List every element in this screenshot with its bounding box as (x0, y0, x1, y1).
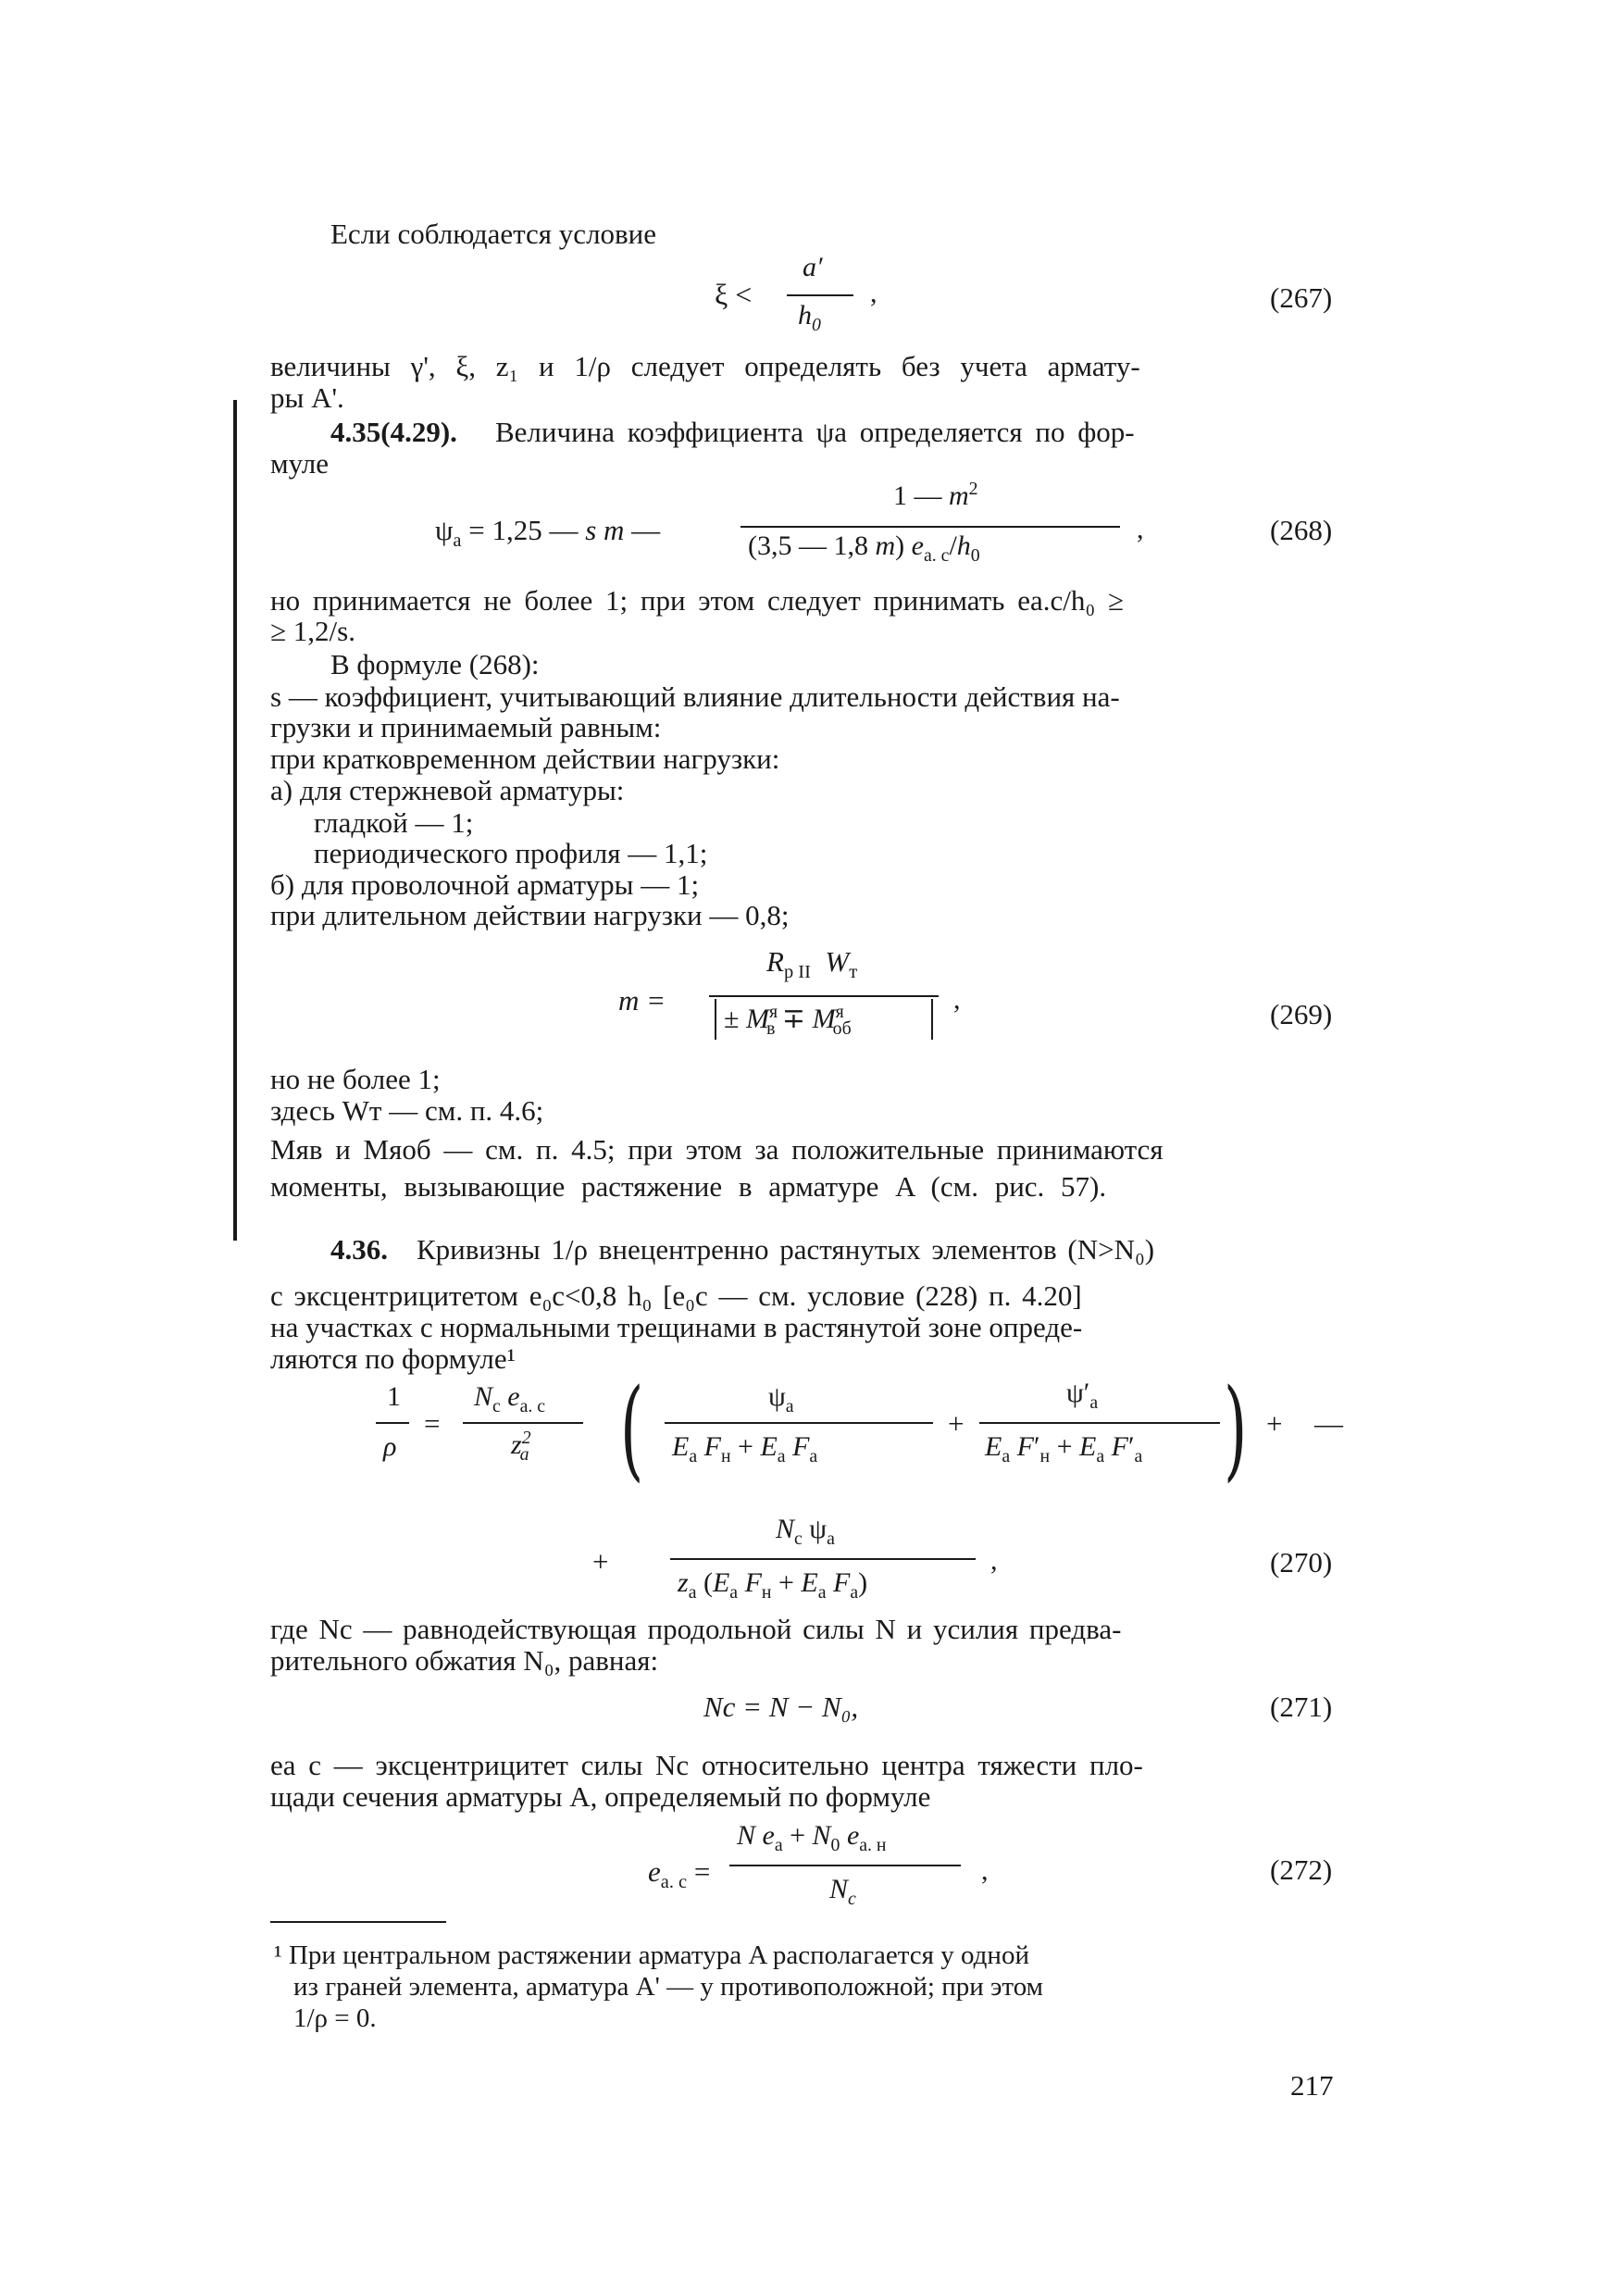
text-line-12: а) для стержневой арматуры: (270, 774, 625, 806)
text-line-27: eа с — эксцентрицитет силы Nс относительно центра тяжести пло- (270, 1749, 1143, 1781)
equation-272: $e_{а. с}$ = N $e_а + N_0$ $e_{а. н}$ $N_с$ , (648, 1820, 989, 1909)
equation-number-268: (268) (1270, 514, 1333, 546)
footnote-line-2: из граней элемента, арматура A' — у противоположной; при этом (293, 1972, 1044, 2002)
text-line-7: ≥ 1,2/s. (270, 615, 355, 647)
equation-number-272: (272) (1270, 1853, 1333, 1886)
equation-269: m = $R_{р II}$ $W_т$ ± $M^я_в \mp M^я_{об}$ , (618, 945, 961, 1039)
text-line-2: величины γ', ξ, z₁ и 1/ρ следует определять без учета армату- (270, 350, 1140, 382)
equation-271 (703, 1691, 858, 1724)
equation-270-line-1: 1 ρ = $N_с$ $e_{а. с}$ $z^2_а$ ( $\psi_а$ $E_а$ $F_н + E_а$ $F_а$ + $\psi'_а$ $E_а$ $F'_н + E_а$ $F'_а$ ) + — (370, 1378, 1351, 1512)
equation-271-text: Nс = N − N₀, (703, 1691, 859, 1723)
text-line-17: но не более 1; (270, 1063, 441, 1095)
text-line-14: периодического профиля — 1,1; (314, 837, 708, 869)
text-line-3: ры A'. (270, 381, 344, 414)
text-line-4: Величина коэффициента ψа определяется по фор- (495, 416, 1135, 448)
text-line-21: Кривизны 1/ρ внецентренно растянутых элементов (N>N₀) (417, 1233, 1155, 1266)
section-number-4-35: 4.35(4.29). (330, 416, 457, 448)
equation-number-267: (267) (1270, 281, 1333, 314)
footnote-line-3: 1/ρ = 0. (293, 2003, 377, 2033)
equation-267: ξ < a′ $h_0$ , (715, 252, 877, 335)
text-line-26: рительного обжатия N₀, равная: (270, 1644, 659, 1677)
text-line-20: моменты, вызывающие растяжение в арматуре A (см. рис. 57). (270, 1170, 1107, 1203)
footnote-rule (270, 1921, 446, 1923)
footnote-line-1: ¹ При центральном растяжении арматура A располагается у одной (274, 1940, 1029, 1970)
text-line-23: на участках с нормальными трещинами в растянутой зоне опреде- (270, 1311, 1083, 1343)
change-bar (233, 400, 237, 1241)
text-line-9: s — коэффициент, учитывающий влияние длительности действия на- (270, 680, 1120, 713)
equation-270-line-2: + $N_с$ $\psi_а$ $z_а$ ($E_а$ $F_н + E_а$ $F_а$) , (592, 1514, 998, 1603)
equation-number-270: (270) (1270, 1546, 1333, 1578)
equation-268: $\psi_а = 1,25$ — s m — 1 — $m^2$ (3,5 — 1,8 m) $e_{а. с}/h_0$ , (435, 479, 1144, 566)
text-line-25: где Nс — равнодействующая продольной силы N и усилия предва- (270, 1613, 1122, 1645)
text-line-15: б) для проволочной арматуры — 1; (270, 868, 700, 901)
text-line-22: с эксцентрицитетом e₀с<0,8 h₀ [e₀с — см. условие (228) п. 4.20] (270, 1279, 1082, 1312)
text-line-18: здесь Wт — см. п. 4.6; (270, 1094, 544, 1127)
text-line-6: но принимается не более 1; при этом следует принимать eа.с/h₀ ≥ (270, 584, 1124, 617)
text-line-1: Если соблюдается условие (330, 218, 657, 250)
text-line-28: щади сечения арматуры A, определяемый по формуле (270, 1780, 931, 1813)
text-line-10: грузки и принимаемый равным: (270, 711, 662, 743)
text-line-16: при длительном действии нагрузки — 0,8; (270, 899, 790, 931)
section-number-4-36: 4.36. (330, 1233, 388, 1266)
equation-number-269: (269) (1270, 998, 1333, 1030)
text-line-13: гладкой — 1; (314, 806, 474, 839)
text-line-19: Mяв и Mяоб — см. п. 4.5; при этом за положительные принимаются (270, 1133, 1164, 1166)
equation-number-271: (271) (1270, 1691, 1333, 1723)
text-line-5: муле (270, 447, 329, 480)
page-number: 217 (1290, 2069, 1334, 2102)
text-line-8: В формуле (268): (330, 648, 540, 680)
text-line-24: ляются по формуле¹ (270, 1342, 516, 1375)
text-line-11: при кратковременном действии нагрузки: (270, 742, 780, 775)
